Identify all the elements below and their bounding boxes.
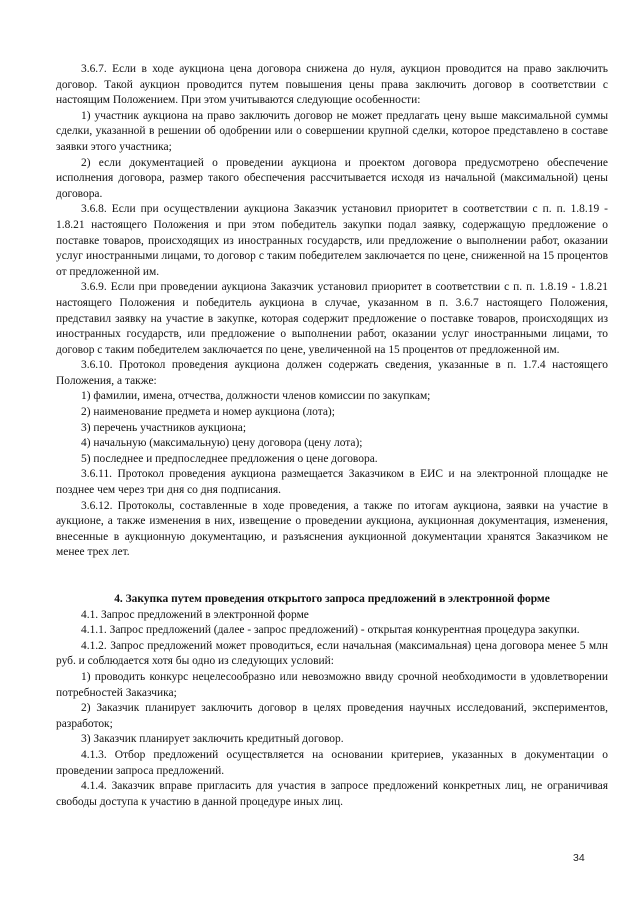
condition-item-2: 2) Заказчик планирует заключить договор в целях проведения научных исследований, экспериментов, разработок;	[56, 702, 608, 730]
condition-item-3: 3) Заказчик планирует заключить кредитный договор.	[81, 733, 344, 746]
section-spacer	[56, 561, 608, 592]
list-item-1: 1) фамилии, имена, отчества, должности членов комиссии по закупкам;	[81, 390, 431, 403]
paragraph-3-6-11: 3.6.11. Протокол проведения аукциона размещается Заказчиком в ЕИС и на электронной площадке не позднее чем через три дня со дня подписания.	[56, 468, 608, 497]
paragraph-3-6-10: 3.6.10. Протокол проведения аукциона должен содержать сведения, указанные в п. 1.7.4 настоящего Положения, а также:	[56, 359, 608, 387]
paragraph-3-6-7-item-1: 1) участник аукциона на право заключить договор не может предлагать цену выше максимальной суммы сделки, указанной в решении об одобрении или о совершении крупной сделки, которое представлено в составе заявки этого участника;	[56, 109, 608, 153]
list-item-2: 2) наименование предмета и номер аукциона (лота);	[81, 406, 335, 419]
page-number: 34	[573, 852, 585, 864]
list-item-5: 5) последнее и предпоследнее предложения о цене договора.	[81, 452, 378, 465]
paragraph-4-1-1: 4.1.1. Запрос предложений (далее - запрос предложений) - открытая конкурентная процедура закупки.	[81, 624, 580, 637]
paragraph-3-6-7-item-2: 2) если документацией о проведении аукциона и проектом договора предусмотрено обеспечение исполнения договора, размер такого обеспечения рассчитывается исходя из начальной (максимальной) цены договора.	[56, 156, 608, 200]
paragraph-3-6-9: 3.6.9. Если при проведении аукциона Заказчик установил приоритет в соответствии с п. п. 1.8.19 - 1.8.21 настоящего Положения и победитель аукциона в случае, указанном в п. 3.6.7 настоящего Положения, представил заявку на участие в закупке, которая содержит предложение о поставке товаров, происходящих из иностранных государств, или предложение о выполнении работ, оказании услуг иностранными лицами, то договор с таким победителем заключается по цене, увеличенной на 15 процентов от предложенной им.	[56, 281, 608, 356]
section-heading: 4. Закупка путем проведения открытого запроса предложений в электронной форме	[114, 593, 550, 605]
paragraph-4-1-3: 4.1.3. Отбор предложений осуществляется на основании критериев, указанных в документации о проведении запроса предложений.	[56, 748, 608, 777]
list-item-3: 3) перечень участников аукциона;	[81, 421, 247, 434]
paragraph-4-1-2: 4.1.2. Запрос предложений может проводиться, если начальная (максимальная) цена договора менее 5 млн руб. и соблюдается хотя бы одно из следующих условий:	[56, 639, 608, 668]
paragraph-3-6-8: 3.6.8. Если при осуществлении аукциона Заказчик установил приоритет в соответствии с п. п. 1.8.19 - 1.8.21 настоящего Положения и при этом победитель закупки подал заявку, содержащую предложение о поставке товаров, происходящих из иностранных государств, или предложение о выполнении работ, оказании услуг иностранными лицами, то договор с таким победителем заключается по цене, сниженной на 15 процентов от предложенной им.	[56, 203, 608, 278]
condition-item-1: 1) проводить конкурс нецелесообразно или невозможно ввиду срочной необходимости в удовлетворении потребностей Заказчика;	[56, 670, 608, 699]
paragraph-3-6-7: 3.6.7. Если в ходе аукциона цена договора снижена до нуля, аукцион проводится на право заключить договор. Такой аукцион проводится путем повышения цены права заключить договор в соответствии с настоящим Положением. При этом учитываются следующие особенности:	[56, 63, 608, 107]
list-item-4: 4) начальную (максимальную) цену договора (цену лота);	[81, 437, 363, 450]
paragraph-4-1: 4.1. Запрос предложений в электронной форме	[81, 608, 309, 621]
document-page	[56, 62, 608, 810]
paragraph-4-1-4: 4.1.4. Заказчик вправе пригласить для участия в запросе предложений конкретных лиц, не ограничивая свободы доступа к участию в данной процедуре иных лиц.	[56, 780, 608, 808]
paragraph-3-6-12: 3.6.12. Протоколы, составленные в ходе проведения, а также по итогам аукциона, заявки на участие в аукционе, а также изменения в них, извещение о проведении аукциона, аукционная документация, изменения, внесенные в аукционную документацию, и разъяснения аукционной документации хранятся Заказчиком не менее трех лет.	[56, 499, 608, 559]
